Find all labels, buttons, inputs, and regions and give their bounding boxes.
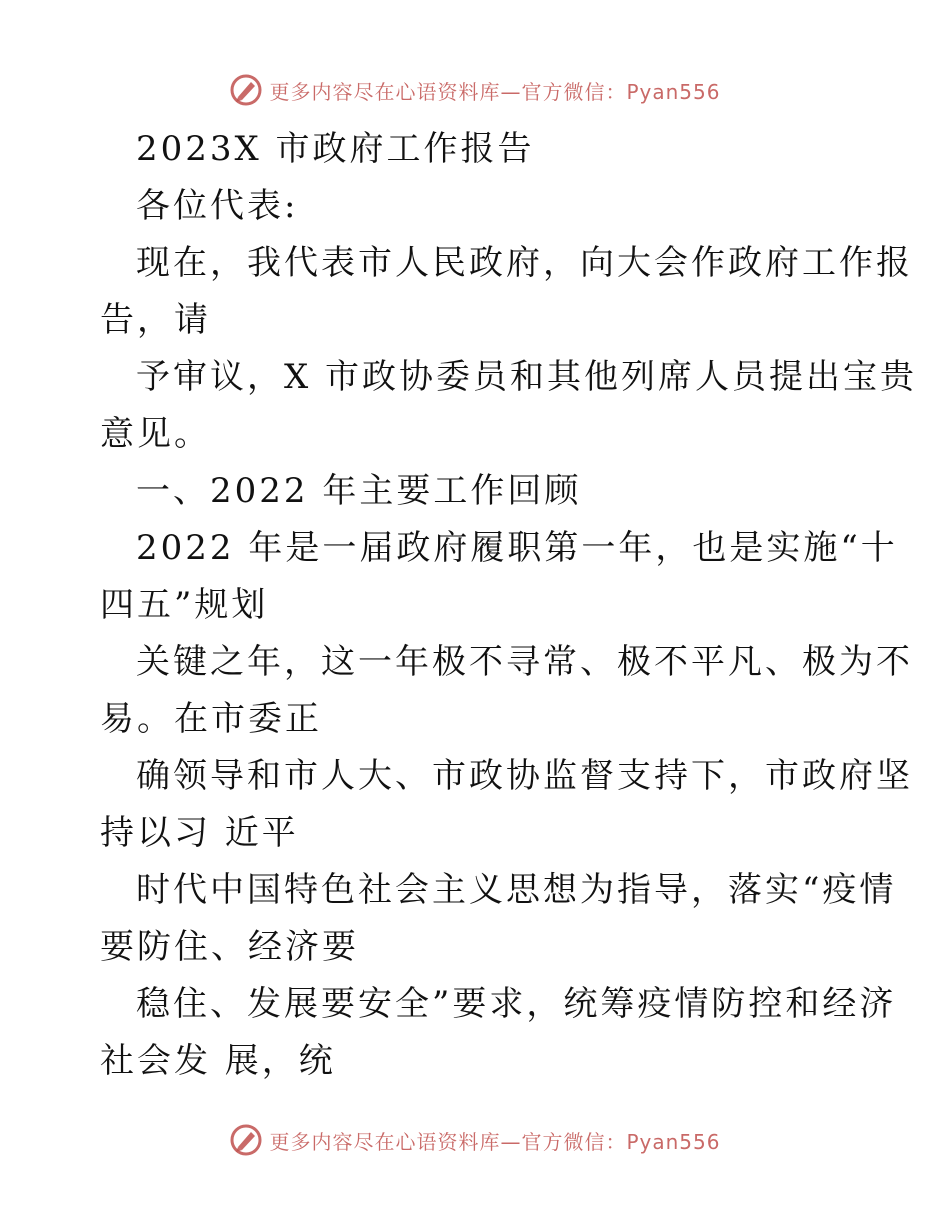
text-line: 稳住、发展要安全”要求，统筹疫情防控和经济 <box>136 984 897 1024</box>
watermark-text: 更多内容尽在心语资料库—官方微信：Pyan556 <box>269 1129 721 1154</box>
text-line: 现在，我代表市人民政府，向大会作政府工作报 <box>136 243 913 283</box>
text-line: 意见。 <box>100 414 211 454</box>
watermark-text: 更多内容尽在心语资料库—官方微信：Pyan556 <box>269 79 721 104</box>
text-line: 2022 年是一届政府履职第一年，也是实施“十 <box>136 528 898 568</box>
pen-logo-icon <box>229 1123 263 1157</box>
pen-logo-icon <box>229 73 263 107</box>
document-body <box>100 121 918 1090</box>
text-line: 予审议，X 市政协委员和其他列席人员提出宝贵 <box>136 357 918 397</box>
text-line: 持以习 近平 <box>100 813 299 853</box>
text-line: 2023X 市政府工作报告 <box>136 129 535 169</box>
watermark-footer <box>0 1120 950 1160</box>
text-line: 易。在市委正 <box>100 699 322 739</box>
text-line: 要防住、经济要 <box>100 927 359 967</box>
text-line: 各位代表: <box>136 186 299 226</box>
text-line: 社会发 展，统 <box>100 1041 336 1081</box>
text-line: 确领导和市人大、市政协监督支持下，市政府坚 <box>136 756 913 796</box>
text-line: 一、2022 年主要工作回顾 <box>136 471 582 511</box>
text-line: 关键之年，这一年极不寻常、极不平凡、极为不 <box>136 642 913 682</box>
text-line: 四五”规划 <box>100 585 269 625</box>
watermark-header <box>0 70 950 110</box>
text-line: 时代中国特色社会主义思想为指导，落实“疫情 <box>136 870 897 910</box>
text-line: 告，请 <box>100 300 211 340</box>
